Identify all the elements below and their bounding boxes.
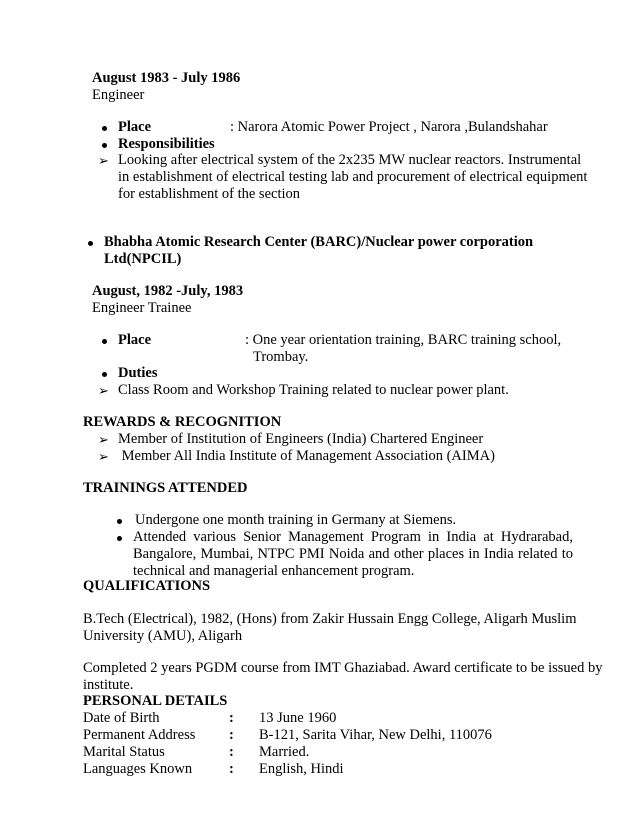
rewards-item: Member of Institution of Engineers (India) Chartered Engineer bbox=[118, 431, 484, 447]
bullet-icon bbox=[102, 372, 107, 377]
bullet-icon bbox=[117, 519, 122, 524]
qualification-line: institute. bbox=[83, 677, 134, 693]
bullet-icon bbox=[88, 241, 93, 246]
personal-value: 13 June 1960 bbox=[259, 710, 337, 726]
job1-resp-label: Responsibilities bbox=[118, 136, 215, 152]
trainings-item: Undergone one month training in Germany at Siemens. bbox=[135, 512, 457, 528]
job2-place-value-cont: Trombay. bbox=[253, 349, 309, 365]
qualification-line: University (AMU), Aligarh bbox=[83, 628, 243, 644]
arrow-bullet-icon: ➢ bbox=[98, 383, 109, 398]
job2-period: August, 1982 -July, 1983 bbox=[92, 283, 244, 299]
job1-place-value: : Narora Atomic Power Project , Narora ,Bulandshahar bbox=[230, 119, 548, 135]
personal-sep: : bbox=[229, 710, 234, 726]
job2-duties-item: Class Room and Workshop Training related to nuclear power plant. bbox=[118, 382, 509, 398]
qualification-line: Completed 2 years PGDM course from IMT Ghaziabad. Award certificate to be issued by bbox=[83, 660, 603, 676]
bullet-icon bbox=[102, 339, 107, 344]
personal-value: B-121, Sarita Vihar, New Delhi, 110076 bbox=[259, 727, 492, 743]
rewards-item: Member All India Institute of Management Association (AIMA) bbox=[118, 448, 495, 464]
job1-title: Engineer bbox=[92, 87, 145, 103]
job1-resp-line: in establishment of electrical testing lab and procurement of electrical equipment bbox=[118, 169, 588, 185]
arrow-bullet-icon: ➢ bbox=[98, 432, 109, 447]
bullet-icon bbox=[102, 143, 107, 148]
bullet-icon bbox=[102, 126, 107, 131]
trainings-heading: TRAININGS ATTENDED bbox=[83, 480, 248, 496]
personal-label: Date of Birth bbox=[83, 710, 160, 726]
personal-sep: : bbox=[229, 761, 234, 777]
personal-sep: : bbox=[229, 727, 234, 743]
job1-resp-line: for establishment of the section bbox=[118, 186, 301, 202]
qualifications-heading: QUALIFICATIONS bbox=[83, 578, 211, 594]
trainings-item: Attended various Senior Management Program in India at Hydrarabad, Bangalore, Mumbai, NTPC PMI Noida and other places in India related to technical and managerial enhancement program. bbox=[133, 529, 573, 579]
personal-label: Languages Known bbox=[83, 761, 193, 777]
arrow-bullet-icon: ➢ bbox=[98, 153, 109, 168]
personal-value: Married. bbox=[259, 744, 310, 760]
qualification-line: B.Tech (Electrical), 1982, (Hons) from Zakir Hussain Engg College, Aligarh Muslim bbox=[83, 611, 577, 627]
job1-resp-line: Looking after electrical system of the 2x235 MW nuclear reactors. Instrumental bbox=[118, 152, 582, 168]
job2-title: Engineer Trainee bbox=[92, 300, 192, 316]
personal-label: Permanent Address bbox=[83, 727, 196, 743]
personal-value: English, Hindi bbox=[259, 761, 344, 777]
job2-duties-label: Duties bbox=[118, 365, 158, 381]
job2-place-label: Place bbox=[118, 332, 152, 348]
arrow-bullet-icon: ➢ bbox=[98, 449, 109, 464]
job1-place-label: Place bbox=[118, 119, 152, 135]
job2-place-value: : One year orientation training, BARC training school, bbox=[245, 332, 562, 348]
rewards-heading: REWARDS & RECOGNITION bbox=[83, 414, 282, 430]
org-name-line1: Bhabha Atomic Research Center (BARC)/Nuclear power corporation bbox=[104, 234, 534, 250]
personal-heading: PERSONAL DETAILS bbox=[83, 693, 228, 709]
bullet-icon bbox=[117, 536, 122, 541]
org-name-line2: Ltd(NPCIL) bbox=[104, 251, 182, 267]
job1-period: August 1983 - July 1986 bbox=[92, 70, 241, 86]
personal-sep: : bbox=[229, 744, 234, 760]
personal-label: Marital Status bbox=[83, 744, 165, 760]
